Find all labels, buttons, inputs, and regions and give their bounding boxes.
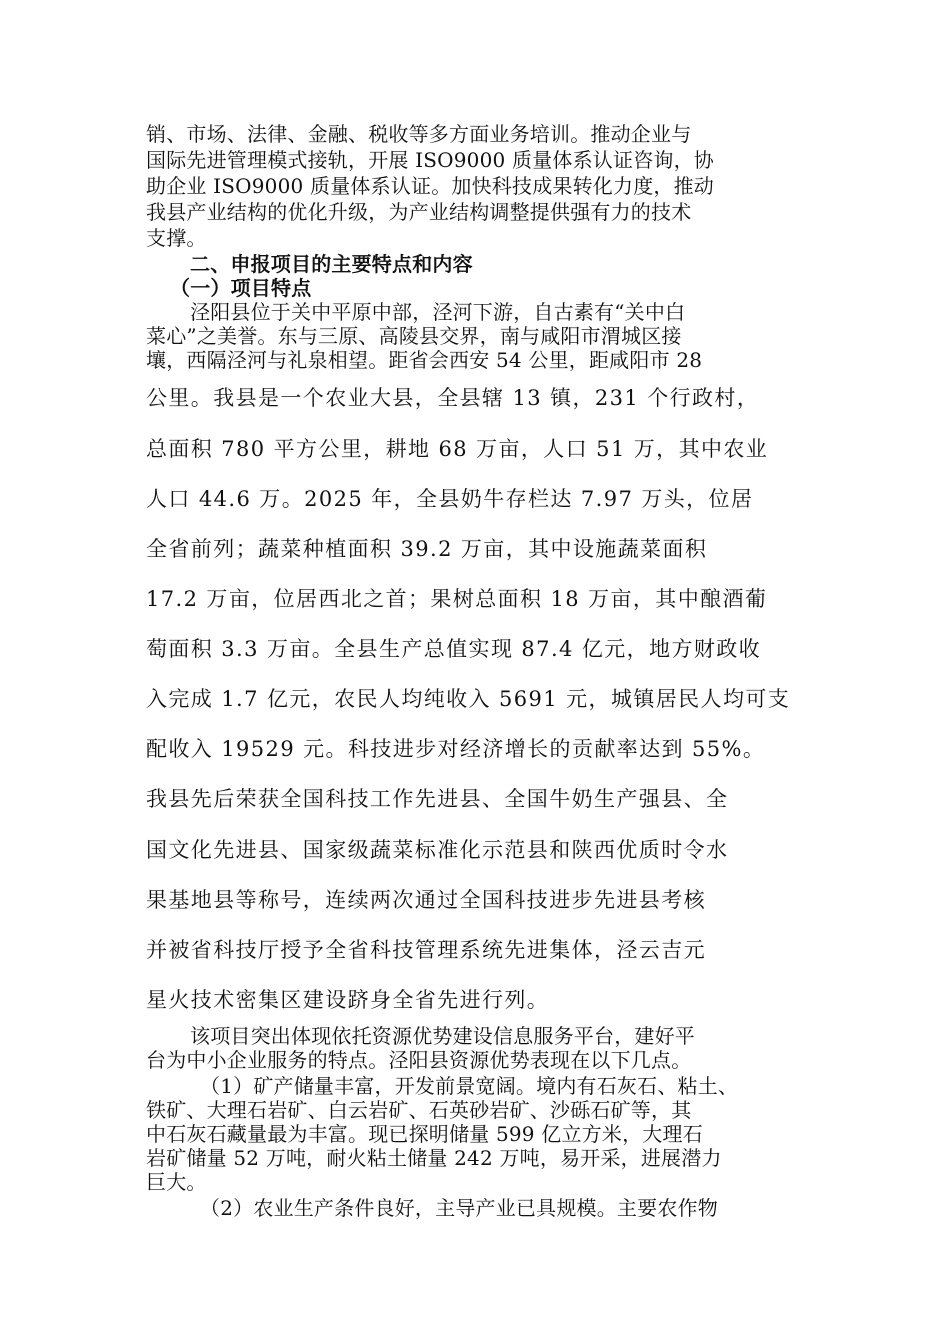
text-line: 全省前列；蔬菜种植面积 39.2 万亩，其中设施蔬菜面积: [146, 537, 708, 561]
text-line: 入完成 1.7 亿元，农民人均纯收入 5691 元，城镇居民人均可支: [146, 687, 791, 711]
section-heading: 二、申报项目的主要特点和内容: [190, 252, 473, 276]
text-line: 中石灰石藏量最为丰富。现已探明储量 599 亿立方米，大理石: [146, 1122, 703, 1146]
text-line: 铁矿、大理石岩矿、白云岩矿、石英砂岩矿、沙砾石矿等，其: [146, 1098, 692, 1122]
text-line: 并被省科技厅授予全省科技管理系统先进集体，泾云吉元: [146, 938, 706, 962]
text-line: 星火技术密集区建设跻身全省先进行列。: [146, 988, 550, 1012]
text-line: 国文化先进县、国家级蔬菜标准化示范县和陕西优质时令水: [146, 838, 729, 862]
text-line: 我县产业结构的优化升级，为产业结构调整提供强有力的技术: [146, 200, 692, 224]
text-line: 岩矿储量 52 万吨，耐火粘土储量 242 万吨，易开采，进展潜力: [146, 1146, 722, 1170]
text-line: 该项目突出体现依托资源优势建设信息服务平台，建好平: [190, 1024, 695, 1048]
text-line: 配收入 19529 元。科技进步对经济增长的贡献率达到 55%。: [146, 737, 766, 761]
text-line: 人口 44.6 万。2025 年，全县奶牛存栏达 7.97 万头，位居: [146, 487, 754, 511]
text-line: 果基地县等称号，连续两次通过全国科技进步先进县考核: [146, 888, 706, 912]
text-line: 巨大。: [146, 1170, 207, 1194]
subsection-heading: （一）项目特点: [170, 276, 312, 300]
text-line: 国际先进管理模式接轨，开展 ISO9000 质量体系认证咨询，协: [146, 148, 715, 172]
text-line: （2）农业生产条件良好，主导产业已具规模。主要农作物: [200, 1196, 718, 1220]
text-line: 台为中小企业服务的特点。泾阳县资源优势表现在以下几点。: [146, 1048, 692, 1072]
text-line: 泾阳县位于关中平原中部，泾河下游，自古素有“关中白: [190, 300, 686, 324]
text-line: （1）矿产储量丰富，开发前景宽阔。境内有石灰石、粘土、: [200, 1074, 739, 1098]
text-line: 总面积 780 平方公里，耕地 68 万亩，人口 51 万，其中农业: [146, 437, 769, 461]
text-line: 支撑。: [146, 226, 207, 250]
text-line: 17.2 万亩，位居西北之首；果树总面积 18 万亩，其中酿酒葡: [146, 587, 768, 611]
text-line: 菜心”之美誉。东与三原、高陵县交界，南与咸阳市渭城区接: [146, 324, 682, 348]
text-line: 萄面积 3.3 万亩。全县生产总值实现 87.4 亿元，地方财政收: [146, 637, 762, 661]
text-line: 公里。我县是一个农业大县，全县辖 13 镇，231 个行政村，: [146, 386, 760, 410]
text-line: 我县先后荣获全国科技工作先进县、全国牛奶生产强县、全: [146, 787, 729, 811]
text-line: 壤，西隔泾河与礼泉相望。距省会西安 54 公里，距咸阳市 28: [146, 348, 703, 372]
text-line: 销、市场、法律、金融、税收等多方面业务培训。推动企业与: [146, 122, 692, 146]
text-line: 助企业 ISO9000 质量体系认证。加快科技成果转化力度，推动: [146, 174, 715, 198]
